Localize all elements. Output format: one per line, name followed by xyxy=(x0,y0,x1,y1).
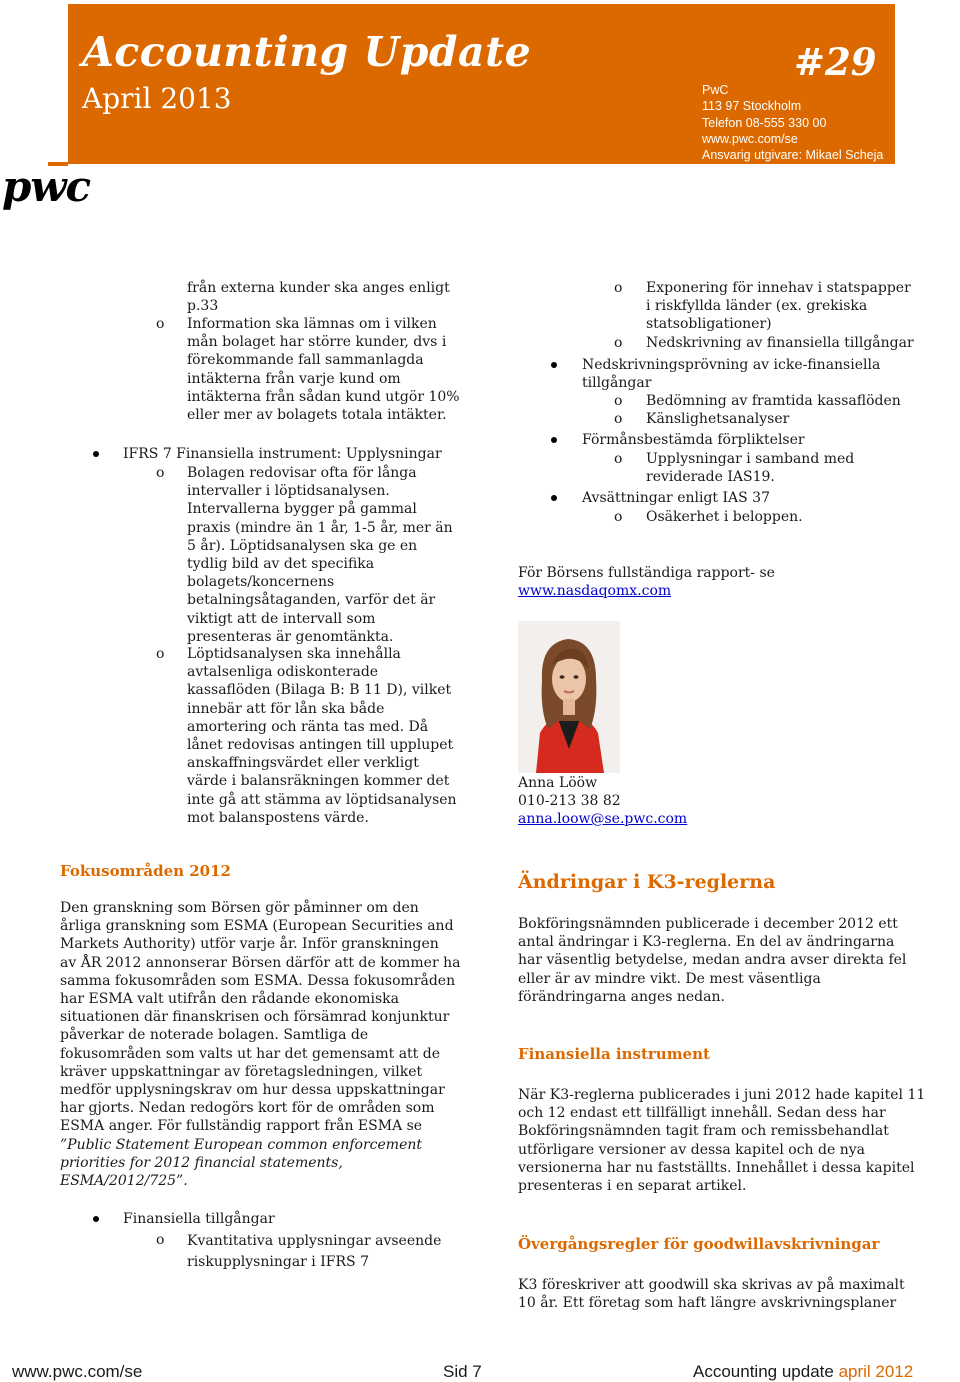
text-line: förekommande fall sammanlagda xyxy=(187,352,424,369)
report-reference: För Börsens fullständiga rapport- se xyxy=(518,565,775,581)
nasdaq-link[interactable]: www.nasdaqomx.com xyxy=(518,583,672,599)
text-line: Bokföringsnämnden tagit fram och remissbehandlat xyxy=(518,1123,889,1140)
text-line: presenteras är genomtänkta. xyxy=(187,628,394,645)
bullet-impairment-test xyxy=(582,356,880,392)
text-line: betalningsåtaganden, varför det är xyxy=(187,592,436,609)
issue-number: #29 xyxy=(794,40,877,84)
k3-financial-instruments-body xyxy=(518,1086,925,1195)
text-line: inte gå att stämma av löptidsanalysen xyxy=(187,791,457,808)
sub-bullet-marker: o xyxy=(156,646,165,662)
text-line: situationen där finanskrisen och försämrad konjunktur xyxy=(60,1009,450,1026)
text-line: Bokföringsnämnden publicerade i december 2012 ett xyxy=(518,916,898,932)
text-line: Löptidsanalysen ska innehålla xyxy=(187,646,401,662)
text-line: utförligare versioner av dessa kapitel och de nya xyxy=(518,1141,865,1158)
bullet-marker xyxy=(551,362,557,368)
text-line: påverkar de noterade bolagen. Samtliga de xyxy=(60,1027,369,1044)
sub-item-impairment-financial: Nedskrivning av finansiella tillgångar xyxy=(646,335,914,351)
publication-title: Accounting Update xyxy=(82,28,532,76)
text-line: tillgångar xyxy=(582,375,652,392)
bullet-ifrs7: IFRS 7 Finansiella instrument: Upplysningar xyxy=(123,446,442,462)
contact-company: PwC xyxy=(702,83,729,97)
text-line: antal ändringar i K3-reglerna. En del av ändringarna xyxy=(518,934,895,951)
footer-publication xyxy=(693,1362,913,1382)
k3-intro xyxy=(518,915,906,1006)
sub-bullet-marker: o xyxy=(614,451,623,467)
footer-pub-year: 2012 xyxy=(870,1362,914,1381)
contact-name: Anna Lööw xyxy=(518,775,598,791)
text-line: Markets Authority) utför varje år. Inför granskningen xyxy=(60,936,439,953)
sub-item-intervals xyxy=(187,464,453,646)
subheading-financial-instruments: Finansiella instrument xyxy=(518,1045,710,1063)
text-line: Exponering för innehav i statspapper xyxy=(646,280,911,296)
focus-body xyxy=(60,899,460,1190)
text-line: lånet redovisas antingen till upplupet xyxy=(187,737,454,754)
text-line: årliga granskning som ESMA (European Securities and xyxy=(60,918,454,935)
text-line: har ESMA valt utifrån den rådande ekonomiska xyxy=(60,991,400,1008)
text-line: ESMA anger. För fullständig rapport från ESMA se xyxy=(60,1118,423,1135)
text-line: statsobligationer) xyxy=(646,316,772,333)
text-line: avtalsenliga odiskonterade xyxy=(187,664,379,681)
text-line-italic: ESMA/2012/725”. xyxy=(60,1173,188,1190)
text-line: Nedskrivningsprövning av icke-finansiella xyxy=(582,357,881,373)
continued-text xyxy=(187,279,450,315)
bullet-ias37: Avsättningar enligt IAS 37 xyxy=(582,490,770,506)
text-line-italic: ”Public Statement European common enforcement xyxy=(60,1136,422,1153)
text-line: 5 år). Löptidsanalysen ska ge en xyxy=(187,537,418,554)
text-line: Den granskning som Börsen gör påminner om den xyxy=(60,900,419,916)
text-line: kräver uppskattningar av företagsledningen, vilket xyxy=(60,1063,423,1080)
text-line: i riskfyllda länder (ex. grekiska xyxy=(646,298,868,315)
text-line: anskaffningsvärdet eller verkligt xyxy=(187,755,419,772)
section-heading-k3: Ändringar i K3-reglerna xyxy=(518,871,776,893)
text-line: mot balanspostens värde. xyxy=(187,809,369,826)
sub-bullet-marker: o xyxy=(156,1232,165,1248)
contact-phone: Telefon 08-555 330 00 xyxy=(702,115,827,130)
pwc-logo: pwc xyxy=(2,162,91,211)
text-line: innebär att för lån ska både xyxy=(187,700,385,717)
bullet-marker xyxy=(551,495,557,501)
text-line: K3 föreskriver att goodwill ska skrivas av på maximalt xyxy=(518,1277,905,1293)
text-line: riskupplysningar i IFRS 7 xyxy=(187,1253,369,1270)
text-line: intäkterna från sådan kund utgör 10% xyxy=(187,388,460,405)
contact-block xyxy=(702,82,883,163)
bullet-marker xyxy=(93,451,99,457)
bullet-marker xyxy=(93,1216,99,1222)
contact-website: www.pwc.com/se xyxy=(702,131,798,146)
contact-email-link[interactable]: anna.loow@se.pwc.com xyxy=(518,811,688,827)
sub-item-sensitivity: Känslighetsanalyser xyxy=(646,411,790,427)
text-line: mån bolaget har större kunder, dvs i xyxy=(187,334,447,351)
sub-item-ias19 xyxy=(646,450,854,486)
text-line: 10 år. Ett företag som haft längre avskrivningsplaner xyxy=(518,1295,897,1312)
sub-item-uncertainty: Osäkerhet i beloppen. xyxy=(646,509,803,525)
sub-item-cashflow: Bedömning av framtida kassaflöden xyxy=(646,393,901,409)
text-line: bolagets/koncernens xyxy=(187,574,335,591)
text-line: Information ska lämnas om i vilken xyxy=(187,316,437,332)
text-line: Kvantitativa upplysningar avseende xyxy=(187,1233,442,1249)
portrait-image xyxy=(518,621,620,773)
text-line-italic: priorities for 2012 financial statements, xyxy=(60,1154,343,1171)
sub-bullet-marker: o xyxy=(614,335,623,351)
text-line: förändringarna anges nedan. xyxy=(518,988,725,1005)
footer-pub-month: april xyxy=(838,1362,871,1381)
text-line: och 12 endast ett tillfälligt innehåll. Sedan dess har xyxy=(518,1105,886,1122)
sub-bullet-marker: o xyxy=(614,280,623,296)
text-line: medför upplysningskrav om hur dessa uppskattningar xyxy=(60,1082,445,1099)
contact-photo xyxy=(518,621,620,773)
sub-item-exposure xyxy=(646,279,911,334)
text-line: reviderade IAS19. xyxy=(646,469,775,486)
publication-date: April 2013 xyxy=(82,82,232,115)
text-line: kassaflöden (Bilaga B: B 11 D), vilket xyxy=(187,682,452,699)
text-line: av ÅR 2012 annonserar Börsen därför att de kommer ha xyxy=(60,954,461,971)
k3-goodwill-body xyxy=(518,1276,905,1312)
contact-publisher: Ansvarig utgivare: Mikael Scheja xyxy=(702,148,884,163)
text-line: fokusområden som valts ut har det gemensamt att de xyxy=(60,1045,441,1062)
text-line: intervaller i löptidsanalysen. xyxy=(187,483,390,500)
sub-item-customer-info xyxy=(187,315,460,424)
text-line: från externa kunder ska anges enligt xyxy=(187,280,450,296)
text-line: har gjorts. Nedan redogörs kort för de områden som xyxy=(60,1100,435,1117)
sub-bullet-marker: o xyxy=(614,411,623,427)
footer-pub-name: Accounting update xyxy=(693,1362,839,1381)
text-line: presenteras i en separat artikel. xyxy=(518,1178,747,1195)
bullet-marker xyxy=(551,437,557,443)
text-line: Intervallerna bygger på gammal xyxy=(187,501,417,518)
footer-page-number: Sid 7 xyxy=(443,1362,482,1381)
text-line: p.33 xyxy=(187,298,219,315)
bullet-defined-benefit: Förmånsbestämda förpliktelser xyxy=(582,432,805,448)
text-line: samma fokusområden som ESMA. Dessa fokusområden xyxy=(60,972,456,989)
text-line: tydlig bild av det specifika xyxy=(187,556,375,573)
bullet-financial-assets: Finansiella tillgångar xyxy=(123,1211,275,1227)
text-line: Upplysningar i samband med xyxy=(646,451,855,467)
sub-bullet-marker: o xyxy=(156,465,165,481)
text-line: eller är av mindre vikt. De mest väsentliga xyxy=(518,970,821,987)
sub-bullet-marker: o xyxy=(156,316,165,332)
subheading-goodwill: Övergångsregler för goodwillavskrivningar xyxy=(518,1235,880,1253)
sub-item-quantitative xyxy=(187,1231,441,1272)
text-line: intäkterna från varje kund om xyxy=(187,370,401,387)
section-heading-focus: Fokusområden 2012 xyxy=(60,862,231,880)
text-line: värde i balansräkningen kommer det xyxy=(187,773,450,790)
text-line: versionerna har nu fastställts. Innehållet i dessa kapitel xyxy=(518,1159,915,1176)
contact-address: 113 97 Stockholm xyxy=(702,99,802,114)
text-line: har väsentlig betydelse, medan andra avser direkta fel xyxy=(518,952,907,969)
text-line: amortering och ränta tas med. Då xyxy=(187,718,429,735)
footer-website: www.pwc.com/se xyxy=(12,1362,143,1381)
contact-phone-number: 010-213 38 82 xyxy=(518,793,621,809)
text-line: viktigt att de intervall som xyxy=(187,610,376,627)
sub-bullet-marker: o xyxy=(614,393,623,409)
text-line: Bolagen redovisar ofta för långa xyxy=(187,465,417,481)
sub-item-maturity-analysis xyxy=(187,645,457,827)
text-line: När K3-reglerna publicerades i juni 2012 hade kapitel 11 xyxy=(518,1087,926,1103)
sub-bullet-marker: o xyxy=(614,509,623,525)
header-banner xyxy=(68,4,895,164)
text-line: praxis (mindre än 1 år, 1-5 år, mer än xyxy=(187,519,453,536)
text-line: eller mer av bolagets totala intäkter. xyxy=(187,407,447,424)
